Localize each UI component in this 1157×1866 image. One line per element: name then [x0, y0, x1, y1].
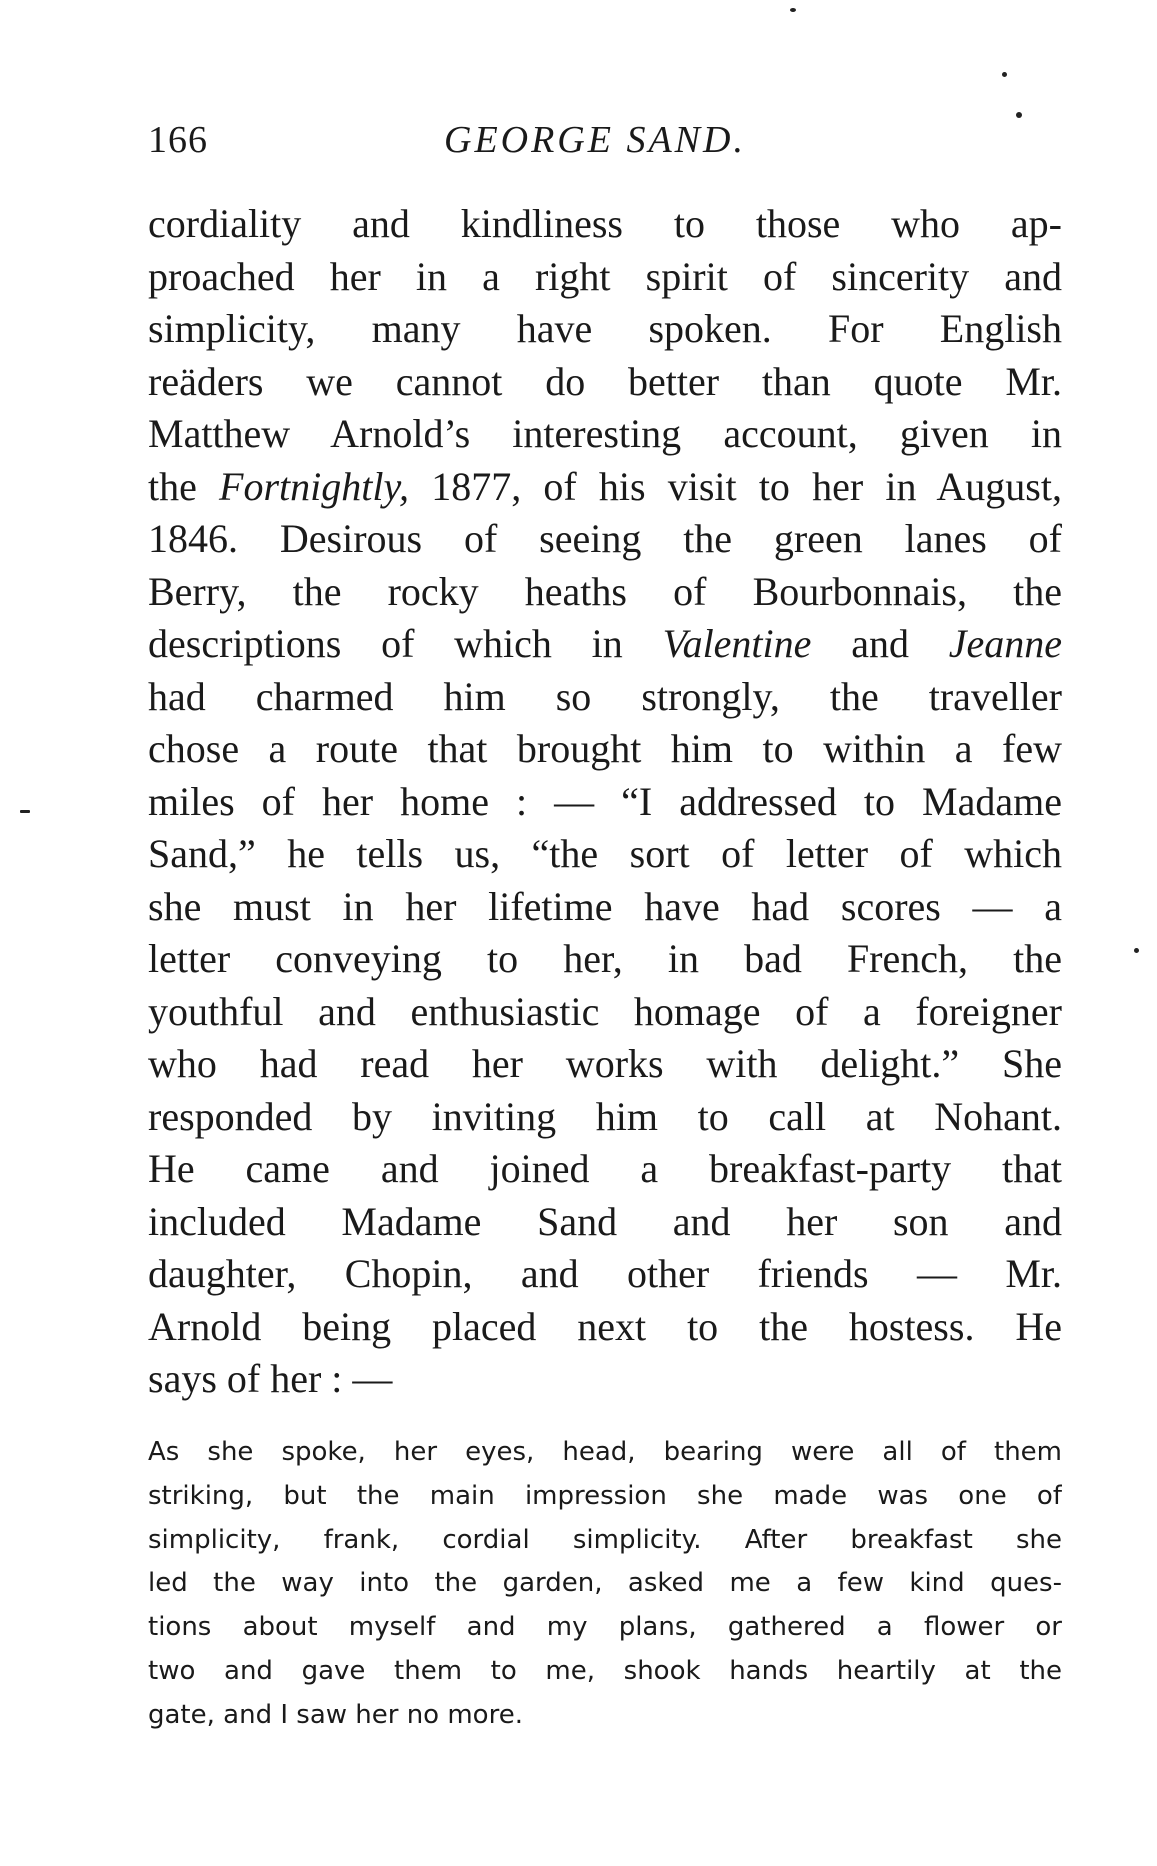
text-line: chose a route that brought him to within a few	[148, 726, 1062, 771]
text-line	[148, 618, 1062, 671]
text-line: Arnold being placed next to the hostess. He	[148, 1303, 1062, 1349]
text-line: youthful and enthusiastic homage of a foreigner	[148, 988, 1062, 1034]
text-line: simplicity, many have spoken. For English	[148, 306, 1062, 351]
text-line: she must in her lifetime have had scores — a	[148, 883, 1062, 929]
work-title: Valentine	[662, 621, 812, 666]
block-quote	[148, 1431, 1062, 1738]
text-line: responded by inviting him to call at Nohant.	[148, 1093, 1062, 1139]
quote-line: tions about myself and my plans, gathered a flower or	[148, 1612, 1062, 1643]
scan-speck	[1016, 112, 1022, 118]
scan-speck	[20, 810, 30, 813]
text-segment: the	[148, 463, 220, 509]
scan-speck	[1002, 72, 1007, 77]
work-title: Jeanne	[948, 621, 1062, 666]
text-line: daughter, Chopin, and other friends — Mr.	[148, 1251, 1062, 1296]
text-segment: 1877, of his visit to her in August,	[409, 463, 1062, 509]
quote-line: led the way into the garden, asked me a few kind ques-	[148, 1568, 1062, 1599]
periodical-title: Fortnightly,	[219, 463, 410, 509]
quote-line: gate, and I saw her no more.	[148, 1699, 523, 1730]
text-line: cordiality and kindliness to those who ap-	[148, 201, 1062, 246]
text-line: says of her : —	[148, 1356, 393, 1401]
text-line: Sand,” he tells us, “the sort of letter of which	[148, 831, 1062, 876]
text-line: letter conveying to her, in bad French, the	[148, 936, 1062, 981]
text-line: included Madame Sand and her son and	[148, 1198, 1062, 1244]
running-head	[148, 118, 1068, 168]
quote-line: two and gave them to me, shook hands heartily at the	[148, 1655, 1062, 1686]
text-line: Berry, the rocky heaths of Bourbonnais, the	[148, 568, 1062, 614]
text-line: reäders we cannot do better than quote Mr.	[148, 358, 1062, 404]
text-segment: descriptions of which in	[148, 621, 663, 666]
text-segment: and	[811, 621, 949, 666]
scan-speck	[1134, 948, 1139, 953]
text-line: who had read her works with delight.” She	[148, 1041, 1062, 1086]
text-line	[148, 461, 1062, 514]
page-number: 166	[148, 119, 208, 161]
quote-line: simplicity, frank, cordial simplicity. After breakfast she	[148, 1524, 1062, 1555]
quote-line: As she spoke, her eyes, head, bearing were all of them	[148, 1437, 1062, 1467]
quote-line: striking, but the main impression she made was one of	[148, 1480, 1062, 1511]
text-line: 1846. Desirous of seeing the green lanes of	[148, 516, 1062, 561]
text-line: He came and joined a breakfast-party that	[148, 1146, 1062, 1191]
scan-speck	[790, 8, 796, 12]
text-line: Matthew Arnold’s interesting account, given in	[148, 411, 1062, 456]
body-text	[148, 198, 1062, 1406]
text-line: proached her in a right spirit of sincerity and	[148, 253, 1062, 299]
running-title: GEORGE SAND.	[444, 119, 746, 161]
text-line: had charmed him so strongly, the traveller	[148, 673, 1062, 719]
text-line: miles of her home : — “I addressed to Madame	[148, 778, 1062, 824]
